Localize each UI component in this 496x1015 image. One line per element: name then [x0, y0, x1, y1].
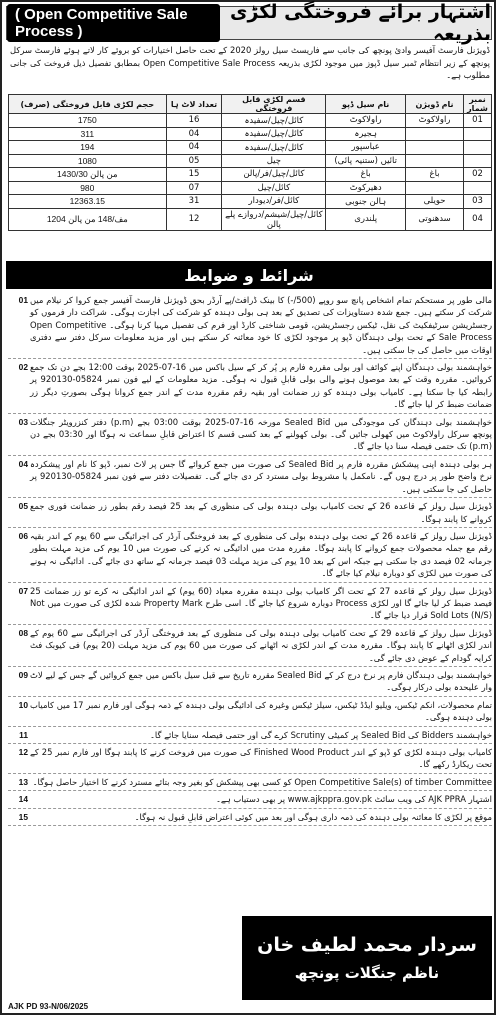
signature-block — [242, 916, 492, 1000]
cell-lots: 15 — [166, 168, 222, 182]
cell-lots: 04 — [166, 141, 222, 155]
table-row — [9, 127, 492, 141]
cell-timber-kind: کائل/چیل/فر/پالن — [222, 168, 326, 182]
cell-volume: 12363.15 — [9, 195, 167, 209]
clause-text: ڈویژنل سیل رولز کے قاعدہ 26 کے تحت بولی دہندہ بولی کی منظوری کے بعد فروختگی آرڈر کی اجرائیگی سے 60 یوم کے اندر بقیہ رقم مع جملہ محصولات جمع کروانے کا پابند ہوگا۔ مقررہ مدت میں ادائیگی نہ کرنے کی صورت میں 10 یوم کی مزید مہلت بطور جرمانہ 02 فیصد دی جا سکتی ہے جبکہ اس کے بعد 10 یوم کی مزید مہلت 03 فیصد جرمانہ کے ساتھ دی جائے گی۔ ادائیگی نہ ہونے کی صورت میں لکڑی کو دوبارہ نیلام کیا جائے گا۔ — [30, 530, 492, 579]
term-clause — [8, 727, 492, 744]
cell-lots: 07 — [166, 181, 222, 195]
clause-number: 01 — [18, 295, 28, 305]
clause-text: ڈویژنل سیل رولز کے قاعدہ 29 کے تحت کامیاب بولی دہندہ بولی کی منظوری کے بعد فروختگی آرڈر کی اجرائیگی سے 60 یوم کے اندر لکڑی اٹھانے کا پابند ہوگا۔ مقررہ مدت کے اندر لکڑی نہ اٹھانے کی صورت میں 60 یوم کی مزید مہلت (20 یوم) فی کیوبک فٹ کرایہ گودام کے عوض دی جائے گی۔ — [30, 627, 492, 663]
cell-volume: 194 — [9, 141, 167, 155]
cell-depot: راولاکوٹ — [326, 114, 406, 128]
clause-text: تمام محصولات، انکم ٹیکس، ویلیو ایڈڈ ٹیکس، سیلز ٹیکس وغیرہ کی ادائیگی بولی دہندہ کے ذمہ ہوگی اور فارم نمبر 17 میں کامیاب بولی دہندہ ہوگی۔ — [30, 699, 492, 723]
col-header-lots: تعداد لاٹ ہا — [166, 95, 222, 114]
col-header-division: نام ڈویژن — [406, 95, 464, 114]
cell-depot: عباسپور — [326, 141, 406, 155]
clause-text: Open Competitive Sale(s) of timber Committee کو کسی بھی پیشکش کو بغیر وجہ بتائے مسترد کرنے کا اختیار حاصل ہوگا۔ — [32, 776, 492, 787]
cell-timber-kind: کائل/چیل/سفیدہ — [222, 141, 326, 155]
clause-number: 12 — [18, 747, 28, 757]
clause-number: 04 — [18, 458, 28, 469]
cell-lots: 05 — [166, 154, 222, 168]
title-urdu: اشتہار برائے فروختگی لکڑی بذریعہ — [230, 1, 491, 45]
table-row — [9, 114, 492, 128]
table-row — [9, 141, 492, 155]
cell-division — [406, 141, 464, 155]
term-clause — [8, 809, 492, 826]
terms-heading: شرائط و ضوابط — [184, 265, 314, 285]
table-row — [9, 181, 492, 195]
table-row — [9, 168, 492, 182]
table-row — [9, 154, 492, 168]
term-clause — [8, 414, 492, 456]
signatory-designation: ناظم جنگلات پونچھ — [294, 964, 440, 982]
term-clause — [8, 625, 492, 667]
cell-timber-kind: چیل — [222, 154, 326, 168]
signatory-name: سردار محمد لطیف خان — [257, 934, 477, 956]
intro-paragraph: ڈویژنل فارسٹ آفیسر وادیٔ پونچھ کی جانب سے فاریسٹ سیل رولز 2020 کے تحت حاصل اختیارات کو بروئے کار لاتے ہوئے فارسٹ سرکل پونچھ کے زیر انتظام ٹمبر سیل ڈپوز میں موجود لکڑی بذریعہ Open Competitive Sale Process بمطابق تفصیل ذیل فروخت کی جانی مطلوب ہے۔ — [10, 45, 490, 80]
cell-timber-kind: کائل/چیل/شیشم/دروازے پلے پالن — [222, 208, 326, 230]
terms-list — [8, 292, 492, 912]
clause-number: 14 — [18, 794, 28, 805]
clause-text: موقع پر لکڑی کا معائنہ بولی دہندہ کی ذمہ داری ہوگی اور بعد میں کوئی اعتراض قابلِ قبول نہ ہوگا۔ — [134, 811, 492, 822]
term-clause — [8, 697, 492, 727]
cell-volume: 1204 مف/148 من پالن — [9, 208, 167, 230]
clause-number: 03 — [18, 416, 28, 427]
cell-lots: 31 — [166, 195, 222, 209]
cell-division: حویلی — [406, 195, 464, 209]
term-clause — [8, 292, 492, 359]
cell-volume: 980 — [9, 181, 167, 195]
clause-number: 06 — [18, 530, 28, 541]
col-header-serial: نمبر شمار — [464, 95, 492, 114]
clause-number: 11 — [19, 729, 28, 740]
cell-depot: باغ — [326, 168, 406, 182]
cell-serial — [464, 141, 492, 155]
clause-text: اشتہار AJK PPRA کی ویب سائٹ www.ajkppra.gov.pk پر بھی دستیاب ہے۔ — [216, 794, 492, 805]
clause-text: ڈویژنل سیل رولز کے قاعدہ 27 کے تحت اگر کامیاب بولی دہندہ مقررہ معیاد (60 یوم) کے اندر ادائیگی نہ کرے تو زر ضمانت 25 فیصد ضبط کر لیا جائے گا اور لکڑی Process دوبارہ شروع کیا جائے گا۔ اسی طرح Property Mark شدہ لکڑی کی صورت میں Not Sold Lots (N/S) قرار دیا جائے گا۔ — [30, 585, 492, 621]
cell-division: راولاکوٹ — [406, 114, 464, 128]
cell-volume: 1750 — [9, 114, 167, 128]
clause-text: ڈویژنل سیل رولز کے قاعدہ 26 کے تحت کامیاب بولی دہندہ بولی کی منظوری کے بعد 25 فیصد رقم بطور زر ضمانت فوری جمع کروانے کا پابند ہوگا۔ — [30, 501, 492, 524]
clause-number: 10 — [18, 699, 28, 710]
title-bar — [6, 1, 492, 45]
cell-serial: 01 — [464, 114, 492, 128]
table-header-row — [9, 95, 492, 114]
term-clause — [8, 791, 492, 808]
term-clause — [8, 744, 492, 774]
cell-volume: 1080 — [9, 154, 167, 168]
clause-number: 09 — [18, 669, 28, 680]
clause-number: 02 — [18, 362, 28, 373]
cell-volume: 311 — [9, 127, 167, 141]
sale-lots-table — [8, 94, 492, 231]
clause-text: مالی طور پر مستحکم تمام اشخاص پانچ سو روپے (500/-) کا بینک ڈرافٹ/پے آرڈر بحق ڈویژنل فارسٹ آفیسر جمع کروا کر نیلام میں شرکت کر سکتے ہیں۔ جمع شدہ دستاویزات کی تصدیق کے بعد ہی بولی دہندہ کو شرکت کی اجازت ہوگی۔ شراکت دار فرموں کو رجسٹریشن سرٹیفکیٹ کی نقل، ٹیکس رجسٹریشن، قومی شناختی کارڈ اور فرم کی تفصیل مہیا کرنا ہوگی۔ Open Competitive Sale Process کے تحت بولی دہندگان ڈپو پر موجود لکڑی کا خود معائنہ کر سکتے ہیں اور مزید معلومات سرکل دفتر سے دفتری اوقات میں حاصل کی جا سکتی ہیں۔ — [30, 295, 492, 355]
clause-text: خواہشمند Bidders کی Sealed Bid پر کمیٹی Scrutiny کرے گی اور حتمی فیصلہ سنایا جائے گا۔ — [149, 729, 492, 740]
cell-timber-kind: کائل/چیل/سفیدہ — [222, 114, 326, 128]
cell-timber-kind: کائل/فر/دیودار — [222, 195, 326, 209]
col-header-volume: حجم لکڑی قابل فروختگی (صرف) — [9, 95, 167, 114]
cell-serial — [464, 154, 492, 168]
cell-depot: ہالن جنوبی — [326, 195, 406, 209]
cell-division: سدھنوتی — [406, 208, 464, 230]
term-clause — [8, 583, 492, 625]
reference-number: AJK PD 93-N/06/2025 — [8, 1002, 89, 1011]
cell-division: باغ — [406, 168, 464, 182]
clause-number: 13 — [18, 776, 28, 787]
clause-number: 15 — [18, 811, 28, 822]
clause-number: 07 — [18, 585, 28, 596]
cell-lots: 16 — [166, 114, 222, 128]
cell-depot: پلندری — [326, 208, 406, 230]
clause-text: کامیاب بولی دہندہ لکڑی کو ڈپو کے اندر Finished Wood Product کی صورت میں فروخت کرنے کا پابند ہوگا اور فارم نمبر 25 کے تحت ریکارڈ رکھے گا۔ — [30, 747, 492, 770]
col-header-timber-kind: قسم لکڑی قابل فروختگی — [222, 95, 326, 114]
clause-text: ہر بولی دہندہ اپنی پیشکش مقررہ فارم پر Sealed Bid کی صورت میں جمع کروائے گا جس پر لاٹ نمبر، ڈپو کا نام اور پیشکردہ نرخ واضح طور پر درج ہوں گے۔ نامکمل یا مشروط بولی مسترد کر دی جائے گی۔ تفصیلات دفتر سے فون نمبر 05824-920130 پر حاصل کی جا سکتی ہیں۔ — [30, 458, 492, 494]
clause-text: خواہشمند بولی دہندگان اپنے کوائف اور بولی مقررہ فارم پر پُر کر کے سیل باکس میں 16-07-2025 بوقت 12:00 بجے دن تک جمع کروائیں۔ مقررہ وقت کے بعد موصول ہونے والی بولی قابلِ قبول نہ ہوگی۔ مزید معلومات کے لیے فون نمبر 05824-920130 پر رابطہ کیا جا سکتا ہے۔ کامیاب بولی دہندہ کو زر ضمانت اور بقیہ رقم مقررہ مدت کے اندر جمع کروانا ہوگی بصورتِ دیگر زر ضمانت ضبط کر لیا جائے گا۔ — [30, 362, 492, 410]
term-clause — [8, 498, 492, 528]
cell-lots: 04 — [166, 127, 222, 141]
cell-depot: دھیرکوٹ — [326, 181, 406, 195]
cell-serial — [464, 127, 492, 141]
cell-serial: 02 — [464, 168, 492, 182]
cell-serial: 04 — [464, 208, 492, 230]
cell-serial: 03 — [464, 195, 492, 209]
clause-text: خواہشمند بولی دہندگان فارم پر نرخ درج کر کے Sealed Bid مقررہ تاریخ سے قبل سیل باکس میں جمع کروائیں گے جس کے لیے لاٹ وار علیحدہ بولی درکار ہوگی۔ — [30, 669, 492, 693]
cell-division — [406, 154, 464, 168]
clause-number: 08 — [18, 627, 28, 638]
title-english: ( Open Competitive Sale Process ) — [7, 4, 220, 42]
term-clause — [8, 667, 492, 697]
term-clause — [8, 528, 492, 583]
cell-depot: ہجیرہ — [326, 127, 406, 141]
terms-heading-bar — [6, 261, 492, 289]
cell-serial — [464, 181, 492, 195]
clause-number: 05 — [18, 501, 28, 512]
clause-text: خواہشمند بولی دہندگان کی موجودگی میں Sealed Bid مورخہ 16-07-2025 بوقت 03:00 بجے (p.m) دفتر کنزرویٹر جنگلات پونچھ سرکل راولاکوٹ میں کھولی جائیں گی۔ بولی کھولنے کے بعد کسی قسم کا اعتراض قابلِ سماعت نہ ہوگا اور 03:30 بجے دن (p.m) تک حتمی فیصلہ سنا دیا جائے گا۔ — [30, 416, 492, 452]
term-clause — [8, 456, 492, 498]
cell-timber-kind: کائل/چیل/سفیدہ — [222, 127, 326, 141]
cell-volume: 1430/30 من پالن — [9, 168, 167, 182]
term-clause — [8, 359, 492, 414]
cell-timber-kind: کائل/چیل — [222, 181, 326, 195]
cell-division — [406, 181, 464, 195]
table-row — [9, 195, 492, 209]
cell-depot: تائیں (ستنیہ پائی) — [326, 154, 406, 168]
table-row — [9, 208, 492, 230]
col-header-depot: نام سیل ڈپو — [326, 95, 406, 114]
cell-division — [406, 127, 464, 141]
term-clause — [8, 774, 492, 791]
cell-lots: 12 — [166, 208, 222, 230]
